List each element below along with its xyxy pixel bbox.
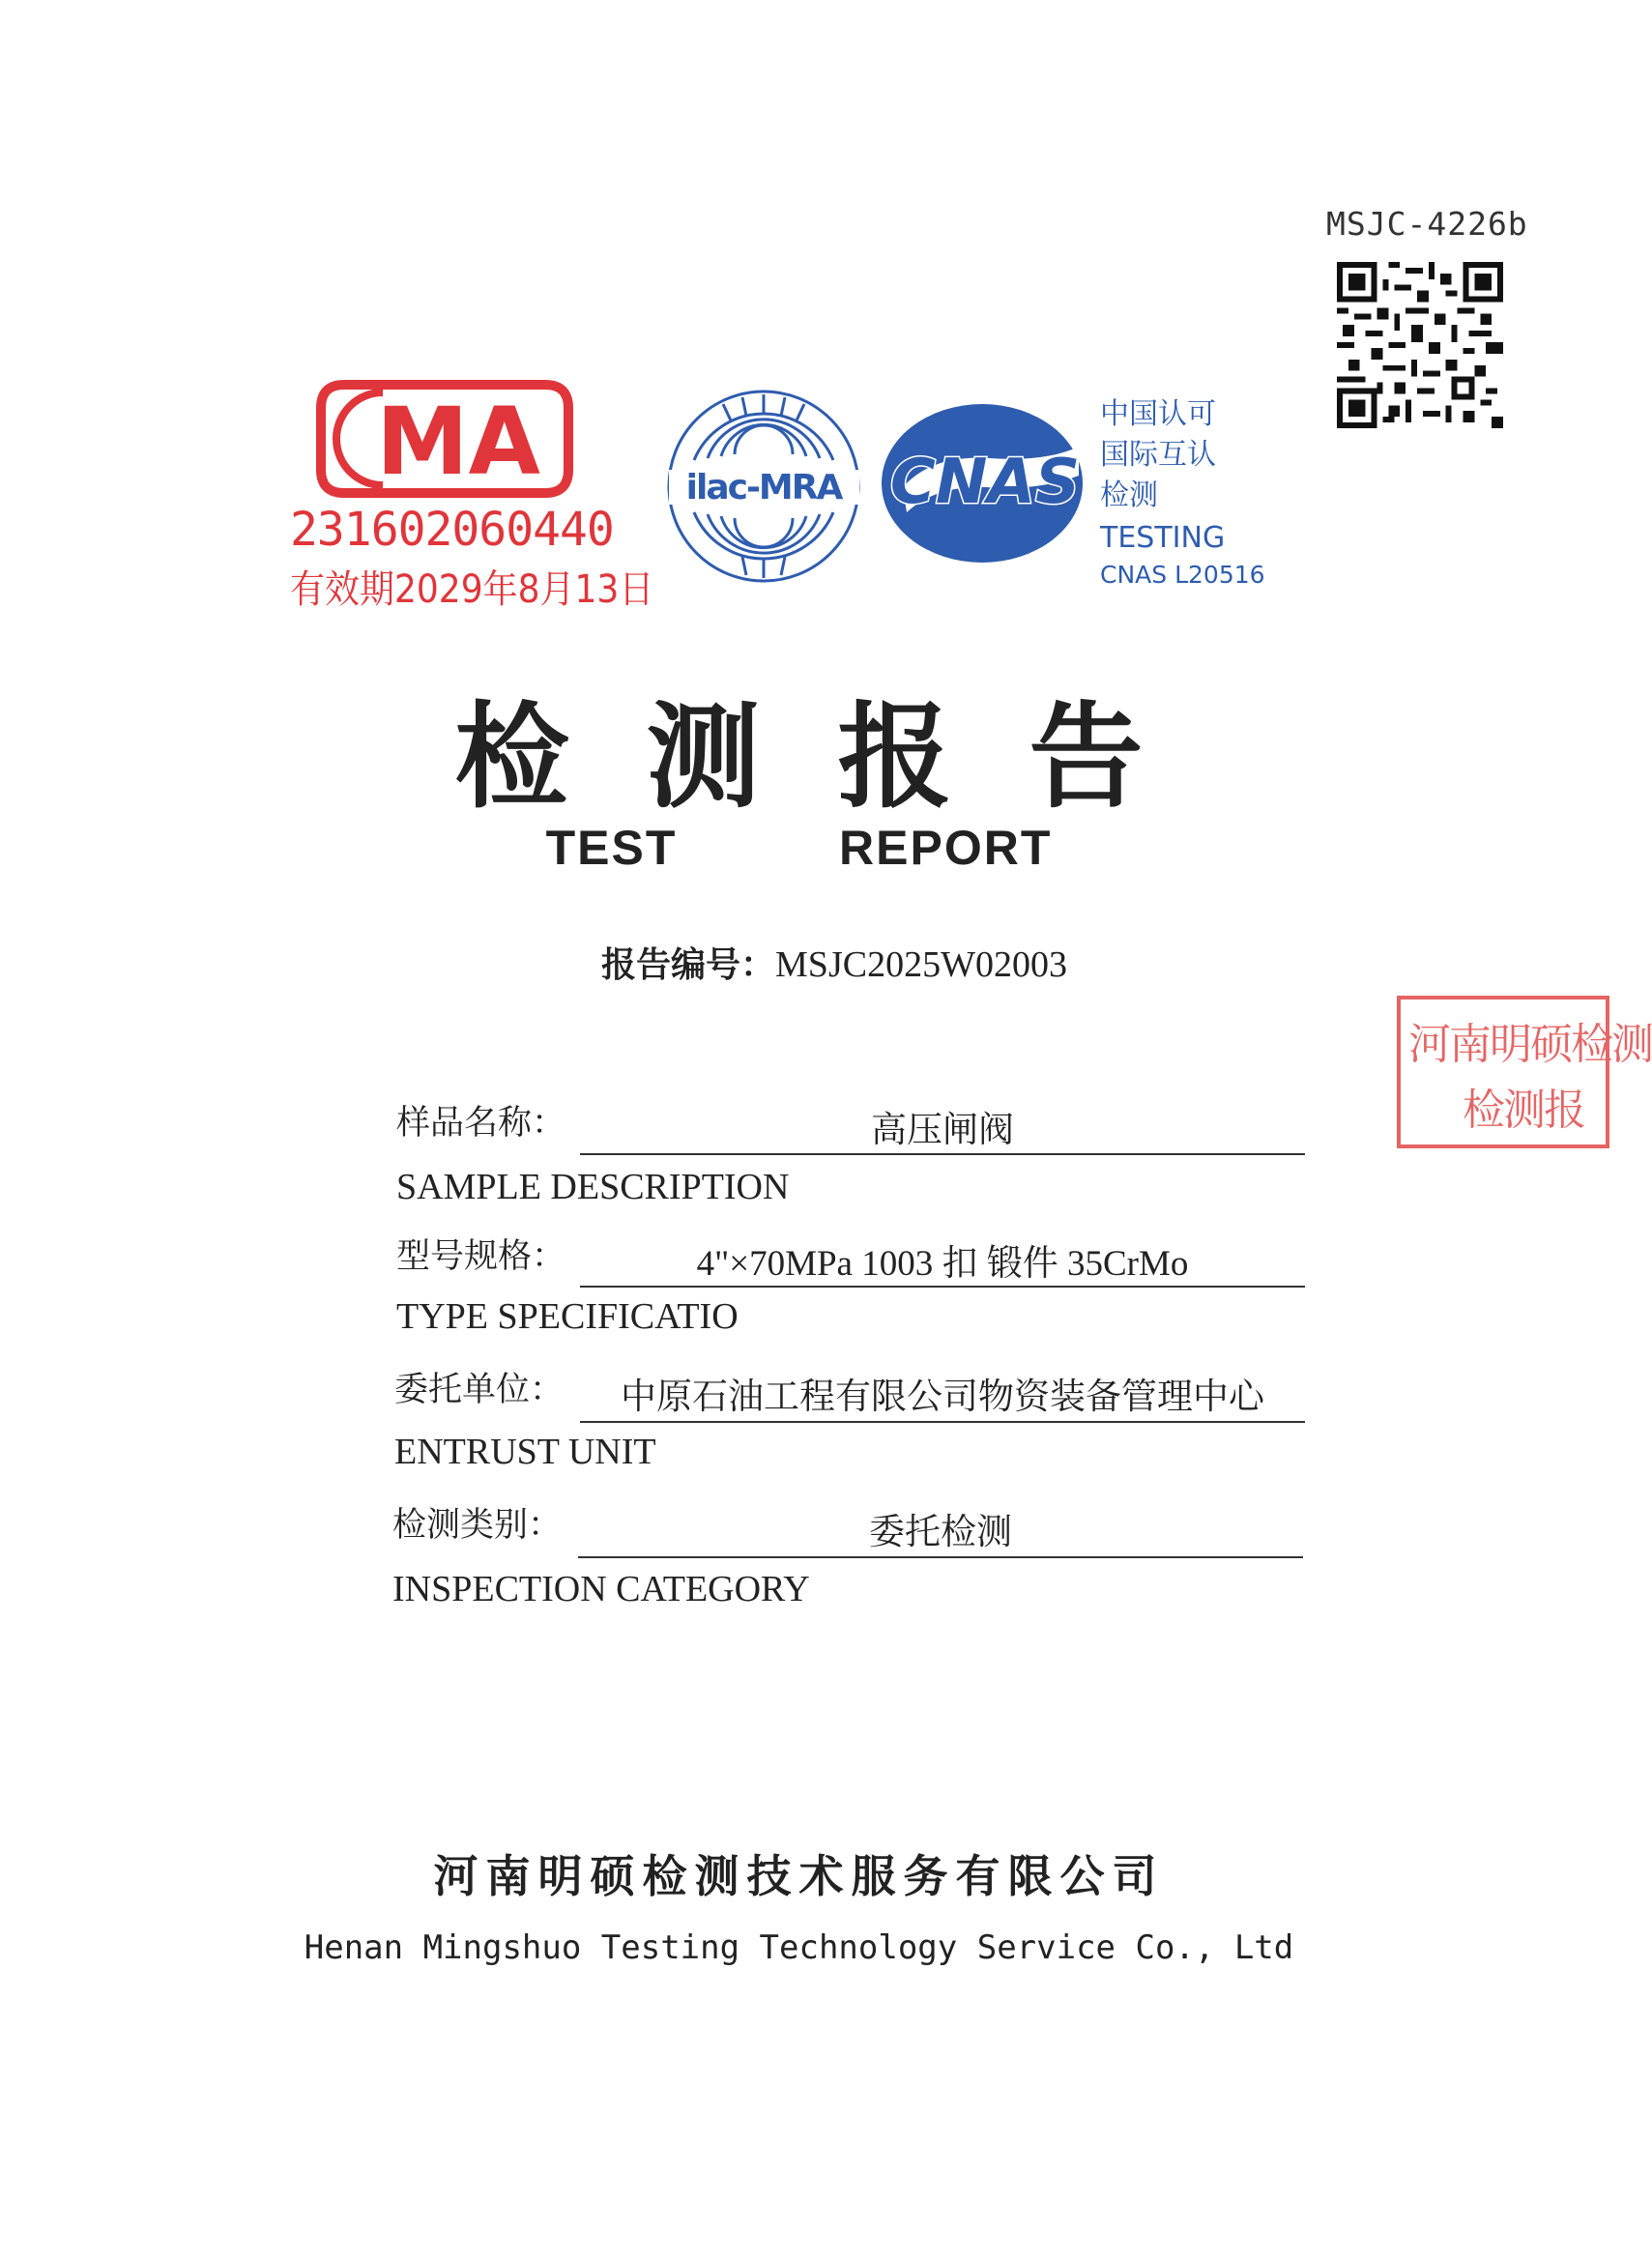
company-seal-line-1: 河南明硕检测	[1408, 1020, 1652, 1069]
field-label-type: 型号规格：	[396, 1237, 566, 1276]
ilac-mra-logo-icon	[665, 385, 863, 588]
cnas-line-4: TESTING	[1100, 521, 1226, 555]
field-label-category: 检测类别：	[392, 1506, 563, 1545]
title-english-text: TEST REPORT	[545, 821, 1053, 875]
cma-number: 231602060440	[290, 503, 614, 557]
field-value-category: 委托检测	[869, 1513, 1012, 1552]
title-chinese: 检测报告	[454, 689, 1221, 824]
title-english	[0, 820, 1598, 876]
field-label-en-type: TYPE SPECIFICATIO	[396, 1296, 739, 1337]
svg-text:ilac-MRA: ilac-MRA	[685, 468, 842, 507]
field-value-sample: 高压闸阀	[871, 1111, 1014, 1150]
cnas-logo-icon	[874, 398, 1096, 567]
field-label-entrust: 委托单位：	[394, 1371, 565, 1409]
company-name-english: Henan Mingshuo Testing Technology Service Co., Ltd	[304, 1928, 1294, 1967]
cnas-line-5: CNAS L20516	[1100, 561, 1265, 589]
company-seal-line-2: 检测报	[1463, 1086, 1584, 1135]
field-underline	[580, 1421, 1305, 1423]
cnas-line-2: 国际互认	[1100, 438, 1216, 472]
document-code: MSJC-4226b	[1326, 205, 1528, 243]
cnas-line-3: 检测	[1100, 478, 1158, 512]
report-number-value: MSJC2025W02003	[775, 944, 1067, 985]
field-label-sample: 样品名称：	[396, 1104, 566, 1143]
cnas-line-1: 中国认可	[1100, 397, 1216, 431]
field-underline	[580, 1286, 1305, 1288]
field-label-en-entrust: ENTRUST UNIT	[394, 1432, 656, 1472]
cma-validity: 有效期2029年8月13日	[290, 567, 654, 612]
field-underline	[578, 1556, 1303, 1558]
field-value-entrust: 中原石油工程有限公司物资装备管理中心	[621, 1377, 1264, 1417]
company-name-chinese: 河南明硕检测技术服务有限公司	[433, 1850, 1165, 1902]
svg-text:MA: MA	[376, 388, 540, 496]
field-underline	[580, 1153, 1305, 1155]
cnas-accreditation-text	[1100, 394, 1265, 592]
qr-code	[1337, 259, 1503, 431]
field-label-en-sample: SAMPLE DESCRIPTION	[396, 1167, 790, 1207]
field-value-type: 4"×70MPa 1003 扣 锻件 35CrMo	[696, 1244, 1189, 1284]
cma-logo-icon	[315, 379, 574, 499]
report-number-label: 报告编号：	[601, 945, 776, 985]
cma-seal	[290, 379, 654, 612]
company-seal	[1397, 996, 1652, 1148]
svg-text:CNAS: CNAS	[889, 447, 1081, 518]
field-label-en-category: INSPECTION CATEGORY	[392, 1569, 810, 1609]
report-number	[601, 938, 1067, 987]
